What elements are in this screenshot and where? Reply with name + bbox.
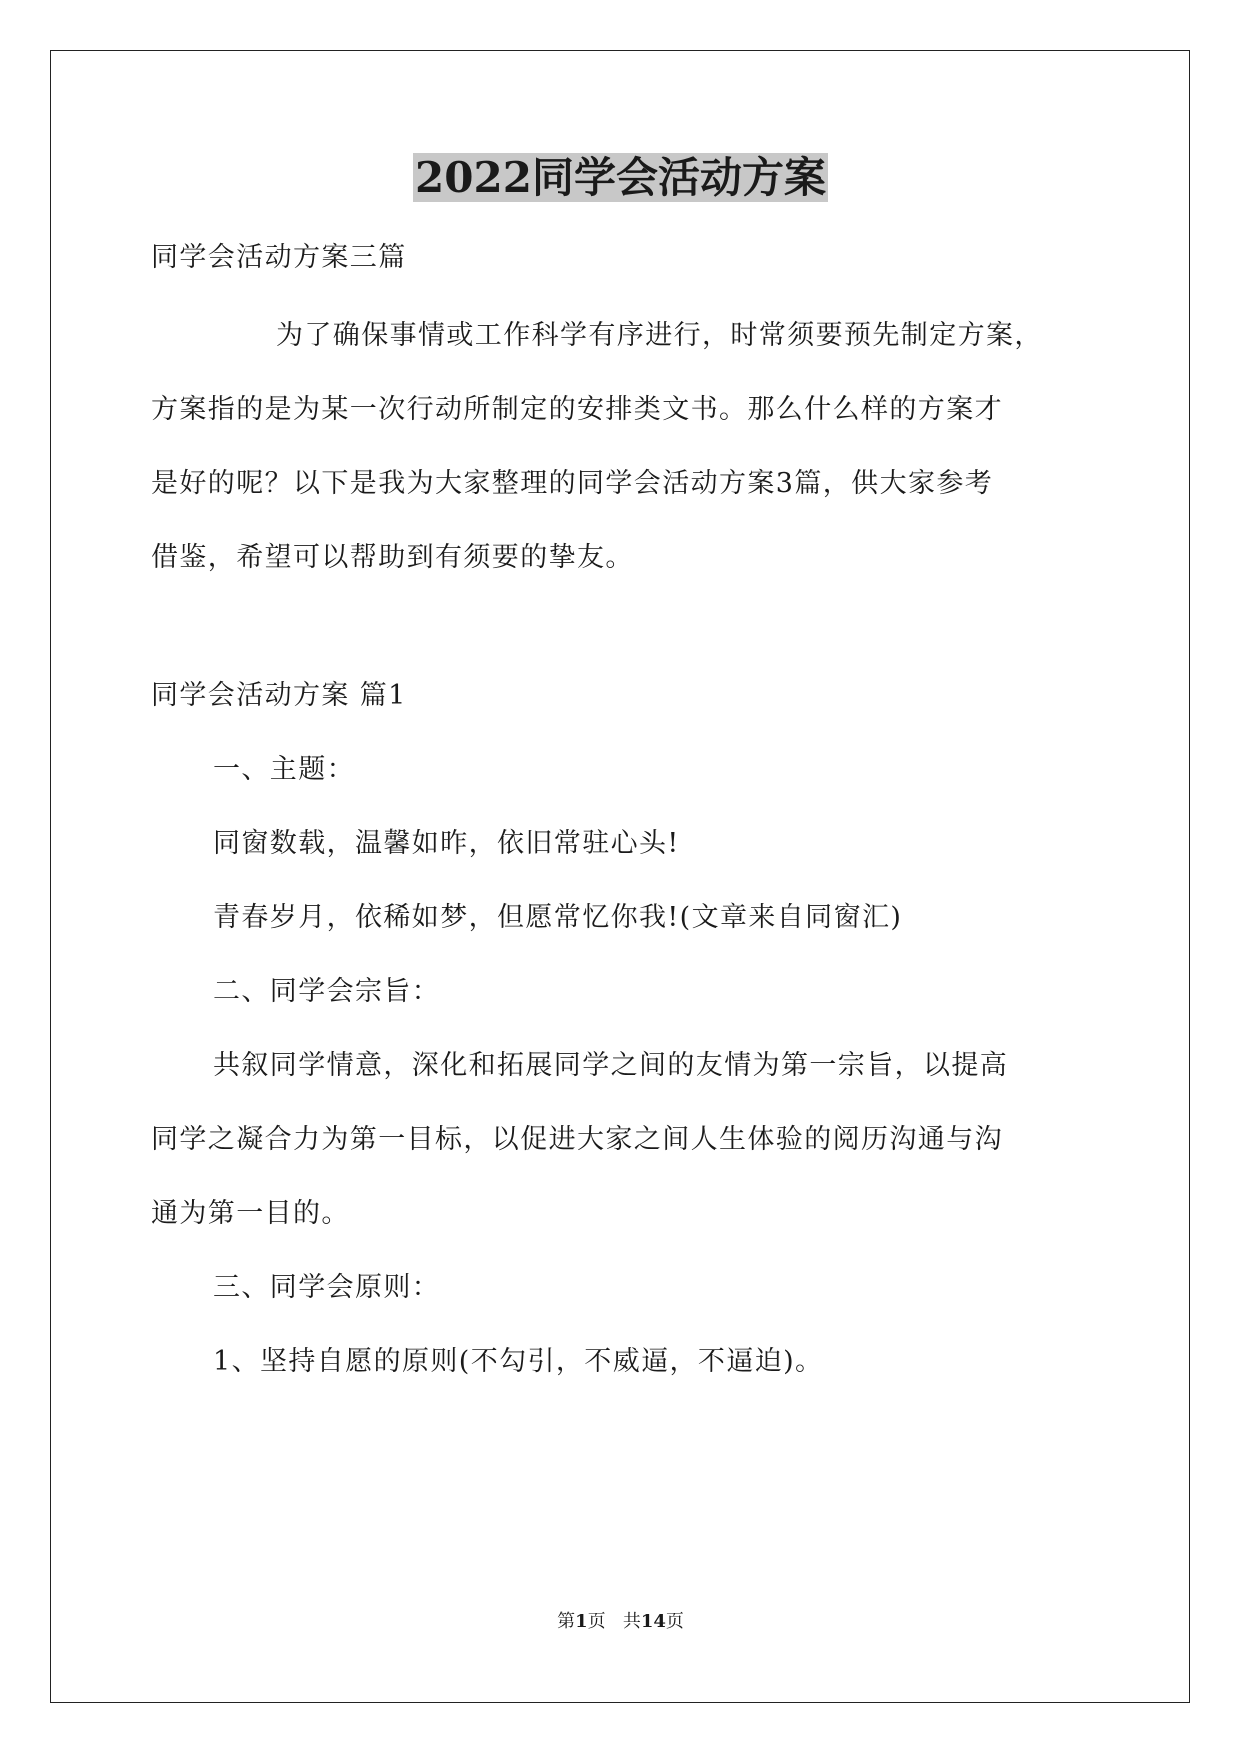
paragraph-line: 是好的呢？以下是我为大家整理的同学会活动方案3篇，供大家参考 [151,468,994,499]
subsection-heading: 一、主题： [213,754,355,785]
subtitle: 同学会活动方案三篇 [151,242,407,273]
paragraph-line: 通为第一目的。 [151,1198,350,1229]
page-number: 1 [575,1611,588,1632]
paragraph-line: 同学之凝合力为第一目标，以促进大家之间人生体验的阅历沟通与沟 [151,1124,1003,1155]
section-heading: 同学会活动方案 篇1 [151,680,407,711]
document-title [0,150,1241,206]
total-pages: 14 [640,1611,666,1632]
footer-total-prefix: 共 [622,1611,641,1632]
title-highlight: 2022同学会活动方案 [415,153,826,202]
page-border [50,50,1190,1703]
paragraph-line: 借鉴，希望可以帮助到有须要的挚友。 [151,542,634,573]
paragraph-line: 共叙同学情意，深化和拓展同学之间的友情为第一宗旨，以提高 [213,1050,1009,1081]
paragraph-line: 青春岁月，依稀如梦，但愿常忆你我!(文章来自同窗汇) [213,902,903,933]
subsection-heading: 三、同学会原则： [213,1272,441,1303]
footer-prefix: 第 [557,1611,576,1632]
paragraph-line: 同窗数载，温馨如昨，依旧常驻心头! [213,828,680,859]
paragraph-line: 1、坚持自愿的原则(不勾引，不威逼，不逼迫)。 [213,1346,824,1377]
footer-page-suffix: 页 [587,1611,606,1632]
paragraph-line: 方案指的是为某一次行动所制定的安排类文书。那么什么样的方案才 [151,394,1003,425]
paragraph-line: 为了确保事情或工作科学有序进行，时常须要预先制定方案， [276,320,1043,351]
page-footer [0,1610,1241,1634]
footer-total-suffix: 页 [665,1611,684,1632]
subsection-heading: 二、同学会宗旨： [213,976,441,1007]
